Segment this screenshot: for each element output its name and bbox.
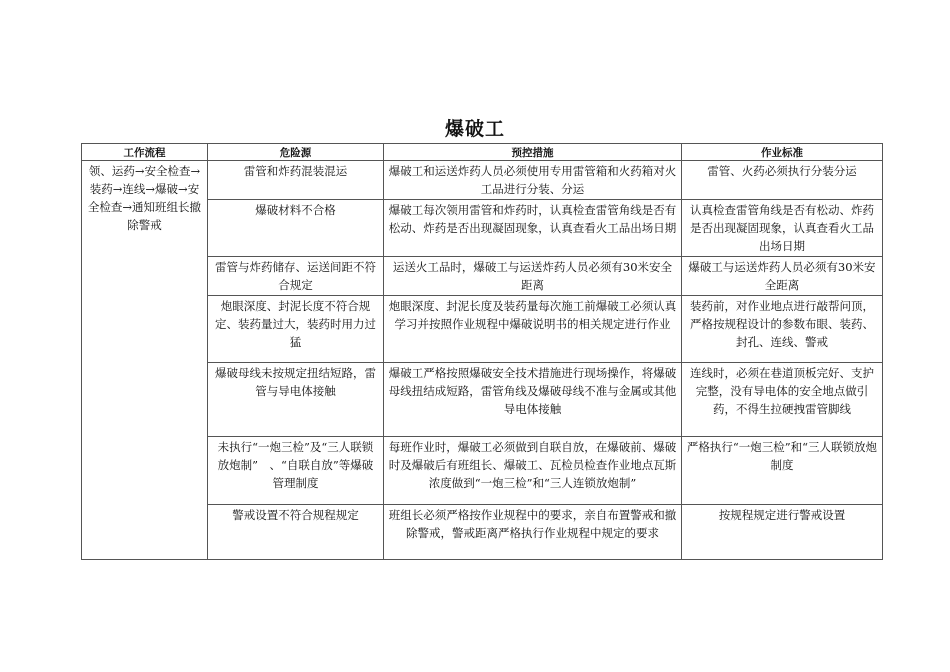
control-cell: 每班作业时，爆破工必须做到自联自放，在爆破前、爆破时及爆破后有班组长、爆破工、瓦检员检查作业地点瓦斯浓度做到“一炮三检”和“三人连锁放炮制”: [384, 437, 682, 505]
standard-cell: 装药前，对作业地点进行敲帮问顶，严格按规程设计的参数布眼、装药、封孔、连线、警戒: [682, 296, 883, 363]
column-header-standard: 作业标准: [682, 144, 883, 161]
control-cell: 爆破工和运送炸药人员必须使用专用雷管箱和火药箱对火工品进行分装、分运: [384, 161, 682, 200]
control-cell: 爆破工每次领用雷管和炸药时，认真检查雷管角线是否有松动、炸药是否出现凝固现象，认真查看火工品出场日期: [384, 200, 682, 257]
page-title: 爆破工: [444, 118, 505, 140]
standard-cell: 严格执行“一炮三检”和“三人联锁放炮制度: [682, 437, 883, 505]
hazard-control-table: [81, 143, 883, 560]
control-cell: 爆破工严格按照爆破安全技术措施进行现场操作，将爆破母线扭结成短路，雷管角线及爆破母线不准与金属或其他导电体接触: [384, 363, 682, 437]
control-cell: 班组长必须严格按作业规程中的要求，亲自布置警戒和撤除警戒，警戒距离严格执行作业规程中规定的要求: [384, 505, 682, 560]
control-cell: 炮眼深度、封泥长度及装药量每次施工前爆破工必须认真学习并按照作业规程中爆破说明书的相关规定进行作业: [384, 296, 682, 363]
control-cell: 运送火工品时，爆破工与运送炸药人员必须有30米安全距离: [384, 257, 682, 296]
hazard-cell: 爆破母线未按规定扭结短路，雷管与导电体接触: [208, 363, 384, 437]
standard-cell: 连线时，必须在巷道顶板完好、支护完整，没有导电体的安全地点做引药，不得生拉硬拽雷管脚线: [682, 363, 883, 437]
hazard-cell: 警戒设置不符合规程规定: [208, 505, 384, 560]
standard-cell: 爆破工与运送炸药人员必须有30米安全距离: [682, 257, 883, 296]
hazard-cell: 未执行“一炮三检”及“三人联锁放炮制” 、“自联自放”等爆破管理制度: [208, 437, 384, 505]
hazard-cell: 雷管与炸药储存、运送间距不符合规定: [208, 257, 384, 296]
standard-cell: 按规程规定进行警戒设置: [682, 505, 883, 560]
workflow-cell: 领、运药→安全检查→装药→连线→爆破→安全检查→通知班组长撤除警戒: [82, 161, 208, 560]
standard-cell: 雷管、火药必须执行分装分运: [682, 161, 883, 200]
hazard-cell: 爆破材料不合格: [208, 200, 384, 257]
hazard-cell: 雷管和炸药混装混运: [208, 161, 384, 200]
hazard-cell: 炮眼深度、封泥长度不符合规定、装药量过大，装药时用力过猛: [208, 296, 384, 363]
table-row: [82, 161, 883, 200]
column-header-workflow: 工作流程: [82, 144, 208, 161]
standard-cell: 认真检查雷管角线是否有松动、炸药是否出现凝固现象，认真查看火工品出场日期: [682, 200, 883, 257]
column-header-hazard: 危险源: [208, 144, 384, 161]
column-header-control: 预控措施: [384, 144, 682, 161]
table-header-row: [82, 144, 883, 161]
